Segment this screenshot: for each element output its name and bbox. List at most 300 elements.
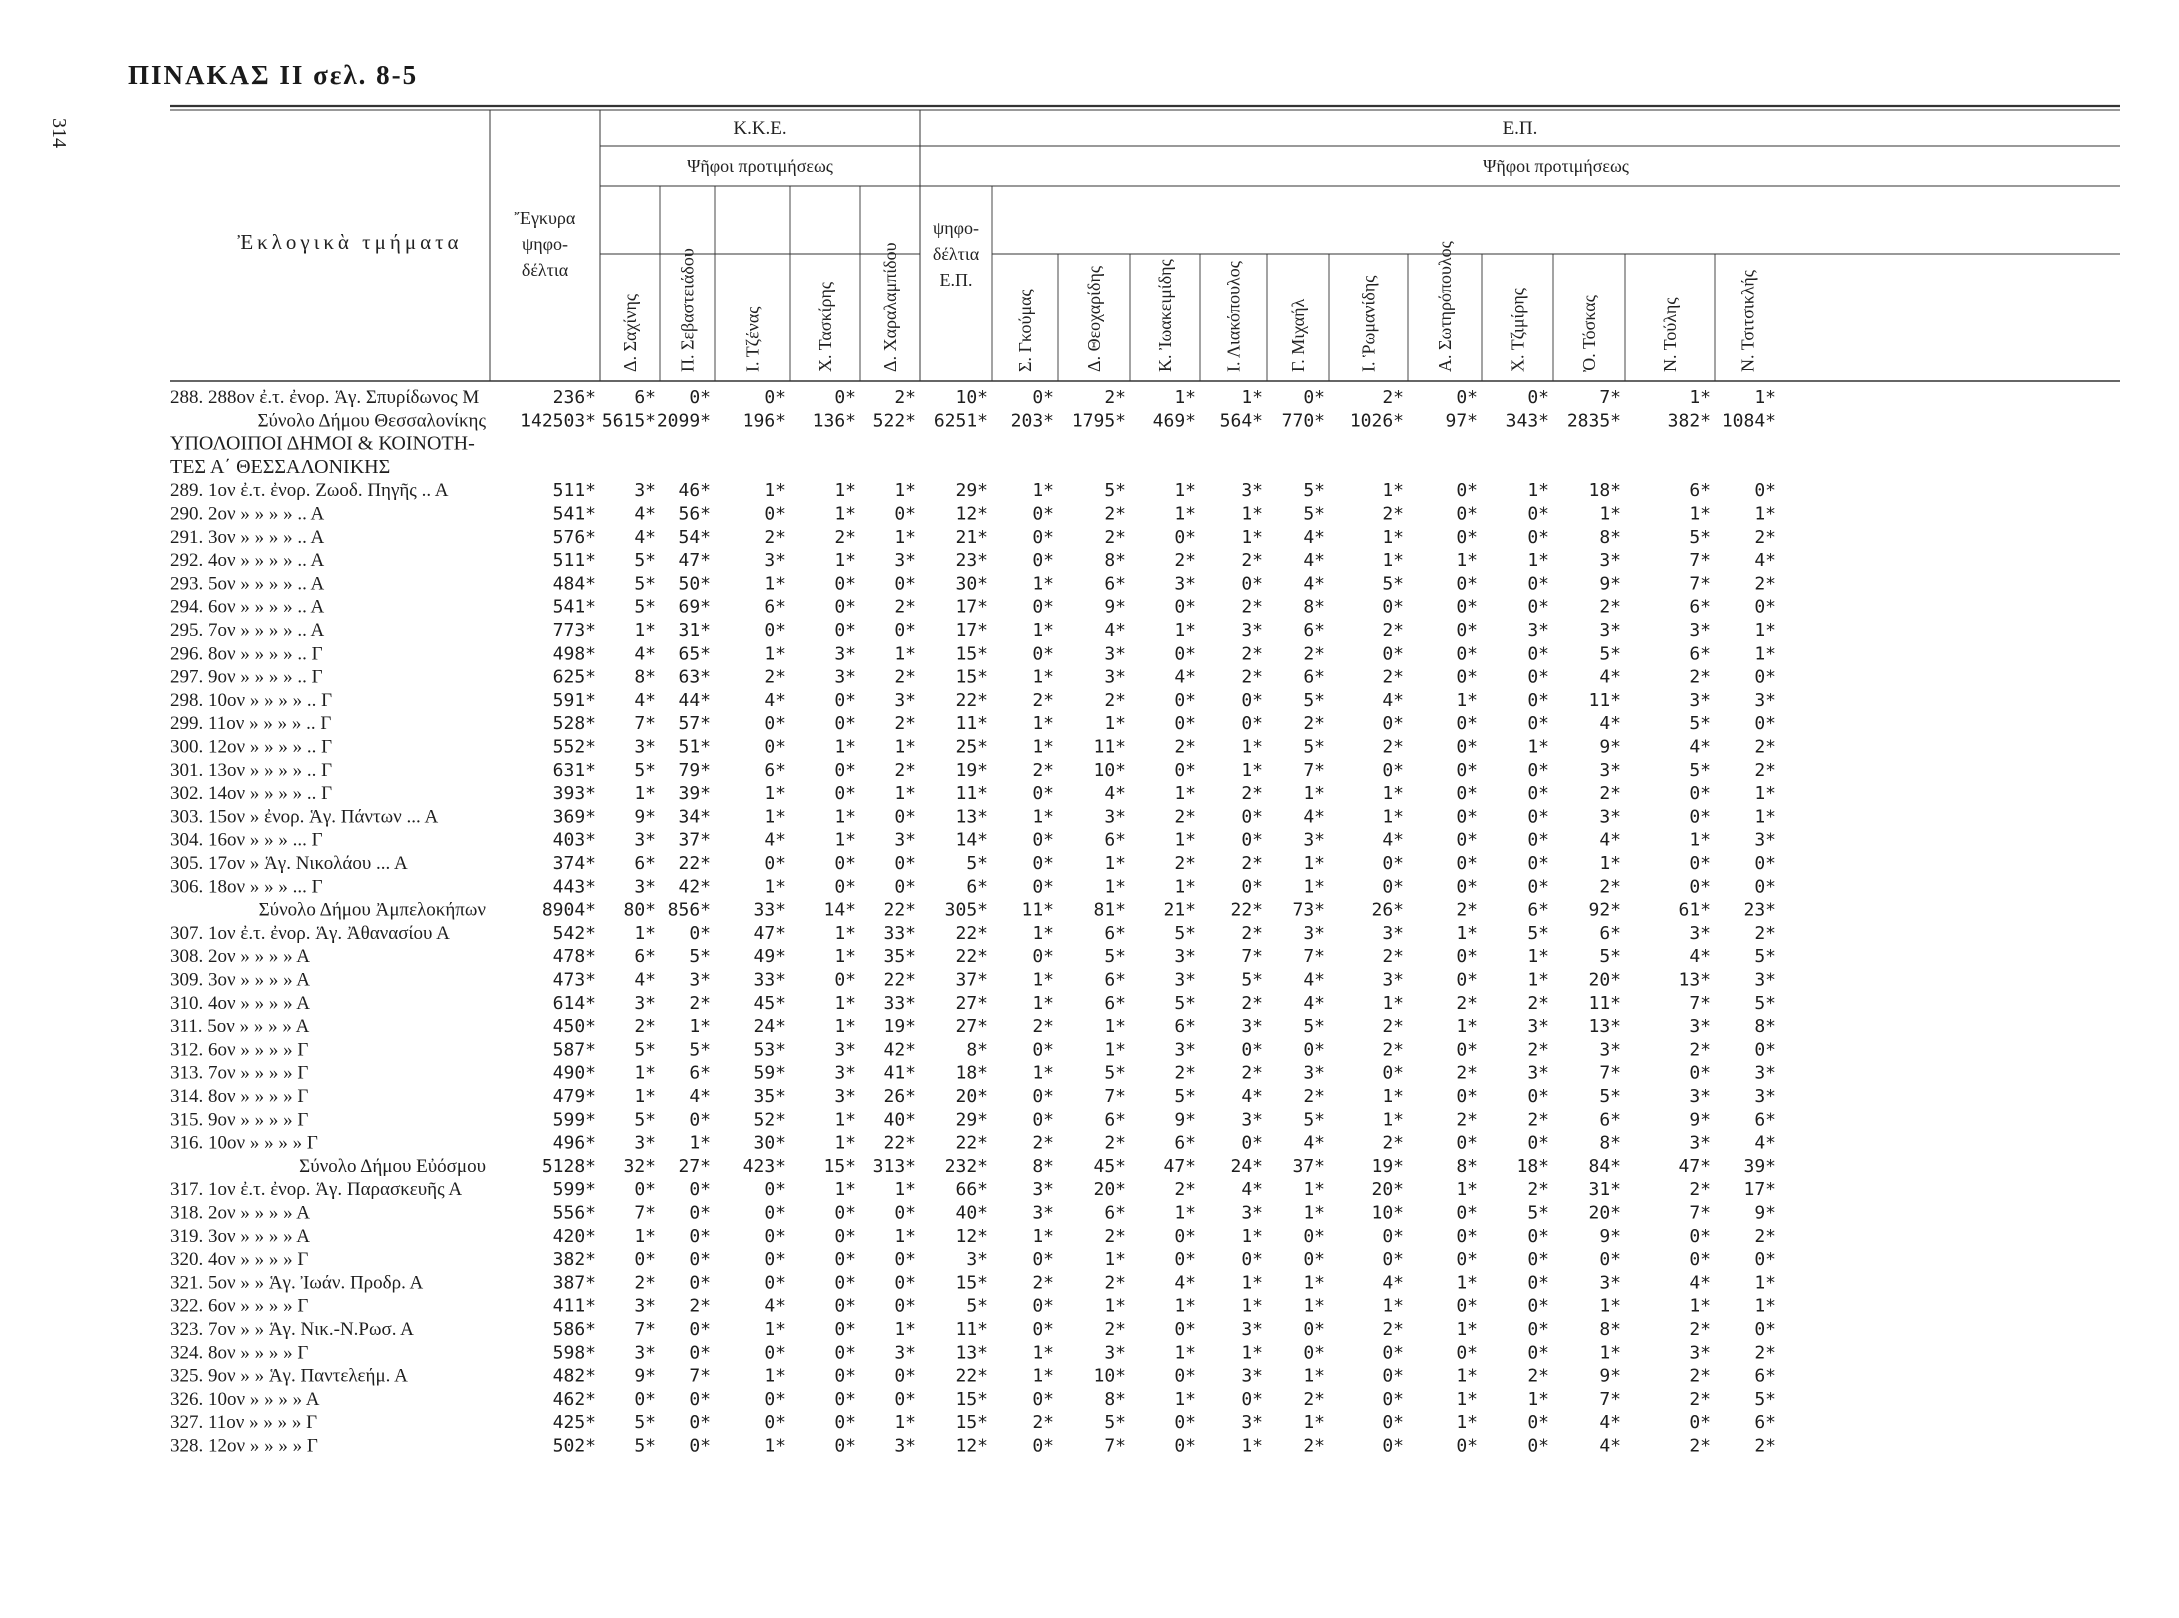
value-cell: 2* — [1689, 1039, 1711, 1061]
value-cell: 65* — [678, 643, 711, 665]
value-cell: 2* — [1303, 1435, 1325, 1457]
value-cell: 2* — [1032, 759, 1054, 781]
value-cell: 0* — [634, 1249, 656, 1271]
value-cell: 9* — [1599, 1225, 1621, 1247]
value-cell: 2* — [1754, 736, 1776, 758]
total-cell: 73* — [1292, 899, 1325, 921]
value-cell: 5* — [1754, 992, 1776, 1014]
value-cell: 22* — [955, 946, 988, 968]
value-cell: 22* — [955, 689, 988, 711]
value-cell: 2* — [1382, 666, 1404, 688]
value-cell: 14* — [955, 829, 988, 851]
value-cell: 22* — [883, 969, 916, 991]
value-cell: 2* — [1104, 1319, 1126, 1340]
value-cell: 19* — [883, 1016, 916, 1038]
value-cell: 0* — [1303, 1039, 1325, 1061]
value-cell: 30* — [955, 573, 988, 595]
value-cell: 0* — [1303, 1225, 1325, 1247]
value-cell: 11* — [1093, 736, 1126, 758]
value-cell: 45* — [753, 992, 786, 1014]
value-cell: 9* — [634, 806, 656, 828]
value-cell: 587* — [552, 1039, 596, 1061]
value-cell: 0* — [1241, 1249, 1263, 1271]
value-cell: 4* — [1599, 713, 1621, 735]
value-cell: 0* — [1382, 1435, 1404, 1457]
value-cell: 0* — [1689, 876, 1711, 898]
value-cell: 0* — [834, 876, 856, 898]
value-cell: 8* — [966, 1039, 988, 1061]
total-cell: 5128* — [541, 1155, 596, 1177]
value-cell: 0* — [1032, 526, 1054, 548]
value-cell: 2* — [1382, 387, 1404, 408]
value-cell: 2* — [1241, 853, 1263, 874]
value-cell: 0* — [834, 1342, 856, 1364]
total-cell: 423* — [742, 1155, 786, 1177]
value-cell: 0* — [1032, 1109, 1054, 1131]
value-cell: 0* — [1527, 526, 1549, 548]
value-cell: 1* — [894, 783, 916, 805]
value-cell: 0* — [1527, 689, 1549, 711]
kke-candidate-header: Δ. Σαχίνης — [620, 294, 640, 372]
value-cell: 1* — [834, 480, 856, 502]
total-cell: 47* — [1163, 1155, 1196, 1177]
value-cell: 8* — [1599, 1132, 1621, 1154]
value-cell: 50* — [678, 573, 711, 595]
value-cell: 0* — [1241, 829, 1263, 851]
value-cell: 1* — [764, 876, 786, 898]
kke-candidate-header: Π. Σεβαστειάδου — [677, 248, 698, 372]
value-cell: 1* — [1032, 736, 1054, 758]
value-cell: 2* — [1241, 992, 1263, 1014]
value-cell: 425* — [552, 1412, 596, 1434]
total-cell: 2835* — [1566, 410, 1621, 432]
value-cell: 2* — [1174, 853, 1196, 874]
value-cell: 4* — [1382, 1272, 1404, 1294]
value-cell: 1* — [1174, 829, 1196, 851]
value-cell: 5* — [1527, 922, 1549, 944]
value-cell: 2* — [1382, 946, 1404, 968]
value-cell: 1* — [1241, 759, 1263, 781]
value-cell: 0* — [764, 1388, 786, 1410]
value-cell: 0* — [1754, 876, 1776, 898]
value-cell: 0* — [689, 1388, 711, 1410]
value-cell: 1* — [1241, 503, 1263, 525]
value-cell: 4* — [1689, 946, 1711, 968]
value-cell: 34* — [678, 806, 711, 828]
value-cell: 0* — [834, 1272, 856, 1294]
total-cell: 196* — [742, 410, 786, 432]
value-cell: 625* — [552, 666, 596, 688]
value-cell: 24* — [753, 1016, 786, 1038]
value-cell: 1* — [1303, 783, 1325, 805]
value-cell: 3* — [834, 643, 856, 665]
value-cell: 11* — [955, 783, 988, 805]
valid-ballots-header: δέλτια — [521, 260, 569, 280]
value-cell: 236* — [552, 387, 596, 408]
value-cell: 1* — [1689, 503, 1711, 525]
value-cell: 4* — [1241, 1086, 1263, 1107]
value-cell: 1* — [1241, 1272, 1263, 1294]
value-cell: 0* — [1754, 713, 1776, 735]
value-cell: 3* — [1104, 1342, 1126, 1364]
total-cell: 45* — [1093, 1155, 1126, 1177]
value-cell: 0* — [1456, 1132, 1478, 1154]
value-cell: 1* — [834, 503, 856, 525]
value-cell: 1* — [1032, 573, 1054, 595]
value-cell: 6* — [1599, 1109, 1621, 1131]
value-cell: 0* — [1754, 853, 1776, 874]
value-cell: 2* — [689, 992, 711, 1014]
value-cell: 7* — [1104, 1435, 1126, 1457]
total-cell: 21* — [1163, 899, 1196, 921]
row-label: 307. 1ον ἐ.τ. ἐνορ. Ἁγ. Ἀθανασίου Α — [170, 922, 450, 944]
value-cell: 591* — [552, 689, 596, 711]
row-label: 304. 16ον » » » ... Γ — [170, 829, 323, 851]
value-cell: 1* — [1104, 1295, 1126, 1317]
value-cell: 0* — [834, 1202, 856, 1224]
value-cell: 2* — [1241, 643, 1263, 665]
value-cell: 1* — [894, 643, 916, 665]
value-cell: 39* — [678, 783, 711, 805]
value-cell: 0* — [1527, 503, 1549, 525]
value-cell: 552* — [552, 736, 596, 758]
value-cell: 1* — [1174, 1388, 1196, 1410]
value-cell: 2* — [1456, 1109, 1478, 1131]
value-cell: 1* — [1754, 503, 1776, 525]
kke-header: Κ.Κ.Ε. — [733, 118, 787, 139]
value-cell: 1* — [1303, 1365, 1325, 1387]
value-cell: 542* — [552, 922, 596, 944]
value-cell: 0* — [1174, 526, 1196, 548]
value-cell: 2* — [1104, 387, 1126, 408]
value-cell: 6* — [1104, 1202, 1126, 1224]
value-cell: 5* — [1174, 1086, 1196, 1107]
total-cell: 343* — [1505, 410, 1549, 432]
value-cell: 20* — [1093, 1179, 1126, 1201]
value-cell: 1* — [764, 1365, 786, 1387]
value-cell: 4* — [1303, 550, 1325, 572]
value-cell: 382* — [552, 1249, 596, 1271]
row-label: 300. 12ον » » » » .. Γ — [170, 736, 333, 758]
value-cell: 11* — [1588, 992, 1621, 1014]
value-cell: 3* — [1382, 969, 1404, 991]
value-cell: 4* — [1599, 1412, 1621, 1434]
value-cell: 1* — [1456, 1179, 1478, 1201]
ep-candidate-header: Σ. Γκούμας — [1015, 289, 1035, 372]
value-cell: 15* — [955, 643, 988, 665]
value-cell: 0* — [1174, 1365, 1196, 1387]
value-cell: 0* — [1382, 1412, 1404, 1434]
value-cell: 3* — [634, 1342, 656, 1364]
value-cell: 1* — [1382, 992, 1404, 1014]
value-cell: 4* — [764, 1295, 786, 1317]
value-cell: 484* — [552, 573, 596, 595]
value-cell: 0* — [1303, 387, 1325, 408]
value-cell: 6* — [1754, 1109, 1776, 1131]
value-cell: 0* — [1174, 1412, 1196, 1434]
value-cell: 2* — [634, 1016, 656, 1038]
value-cell: 0* — [1174, 643, 1196, 665]
value-cell: 3* — [1174, 946, 1196, 968]
value-cell: 1* — [1456, 689, 1478, 711]
total-cell: 24* — [1230, 1155, 1263, 1177]
value-cell: 21* — [955, 526, 988, 548]
value-cell: 2* — [1754, 1225, 1776, 1247]
section-heading: ΥΠΟΛΟΙΠΟΙ ΔΗΜΟΙ & ΚΟΙΝΟΤΗ- — [170, 432, 475, 455]
value-cell: 586* — [552, 1319, 596, 1340]
value-cell: 1* — [634, 922, 656, 944]
value-cell: 2* — [1032, 1412, 1054, 1434]
value-cell: 1* — [1174, 1202, 1196, 1224]
value-cell: 49* — [753, 946, 786, 968]
value-cell: 0* — [834, 713, 856, 735]
kke-candidate-header: Χ. Τασκίρης — [815, 282, 835, 372]
value-cell: 2* — [894, 759, 916, 781]
value-cell: 0* — [1754, 1039, 1776, 1061]
row-label: 314. 8ον » » » » Γ — [170, 1086, 309, 1107]
total-cell: 313* — [872, 1155, 916, 1177]
value-cell: 4* — [634, 503, 656, 525]
value-cell: 6* — [1104, 992, 1126, 1014]
value-cell: 0* — [894, 1365, 916, 1387]
value-cell: 478* — [552, 946, 596, 968]
value-cell: 3* — [1032, 1179, 1054, 1201]
value-cell: 0* — [1241, 573, 1263, 595]
value-cell: 0* — [764, 1202, 786, 1224]
value-cell: 0* — [1456, 480, 1478, 502]
value-cell: 0* — [1456, 1249, 1478, 1271]
value-cell: 0* — [1456, 643, 1478, 665]
value-cell: 3* — [1241, 1412, 1263, 1434]
value-cell: 9* — [1599, 736, 1621, 758]
value-cell: 0* — [1303, 1319, 1325, 1340]
value-cell: 2* — [1174, 1179, 1196, 1201]
value-cell: 7* — [634, 713, 656, 735]
value-cell: 0* — [1527, 876, 1549, 898]
value-cell: 0* — [689, 1319, 711, 1340]
value-cell: 3* — [1241, 1365, 1263, 1387]
value-cell: 2* — [689, 1295, 711, 1317]
value-cell: 0* — [1382, 643, 1404, 665]
value-cell: 0* — [1456, 853, 1478, 874]
value-cell: 0* — [1241, 1039, 1263, 1061]
value-cell: 0* — [1527, 1225, 1549, 1247]
value-cell: 3* — [1689, 922, 1711, 944]
row-label: 306. 18ον » » » ... Γ — [170, 876, 323, 898]
value-cell: 2* — [1754, 1342, 1776, 1364]
value-cell: 1* — [834, 922, 856, 944]
value-cell: 556* — [552, 1202, 596, 1224]
row-label: 320. 4ον » » » » Γ — [170, 1249, 309, 1271]
value-cell: 0* — [894, 503, 916, 525]
value-cell: 1* — [764, 573, 786, 595]
value-cell: 6* — [689, 1062, 711, 1084]
total-cell: 469* — [1152, 410, 1196, 432]
value-cell: 5* — [1382, 573, 1404, 595]
value-cell: 0* — [1241, 806, 1263, 828]
total-cell: 97* — [1445, 410, 1478, 432]
value-cell: 1* — [1754, 620, 1776, 641]
value-cell: 1* — [1032, 620, 1054, 641]
value-cell: 18* — [1588, 480, 1621, 502]
value-cell: 15* — [955, 1272, 988, 1294]
row-label: 310. 4ον » » » » Α — [170, 992, 311, 1014]
value-cell: 7* — [1599, 1062, 1621, 1084]
value-cell: 1* — [1104, 1249, 1126, 1271]
row-label: 328. 12ον » » » » Γ — [170, 1435, 318, 1457]
value-cell: 4* — [1599, 829, 1621, 851]
value-cell: 0* — [1689, 783, 1711, 805]
value-cell: 403* — [552, 829, 596, 851]
value-cell: 614* — [552, 992, 596, 1014]
value-cell: 773* — [552, 620, 596, 641]
value-cell: 11* — [955, 713, 988, 735]
value-cell: 8* — [634, 666, 656, 688]
value-cell: 511* — [552, 550, 596, 572]
value-cell: 1* — [1174, 620, 1196, 641]
row-label: 297. 9ον » » » » .. Γ — [170, 666, 323, 688]
value-cell: 5* — [634, 573, 656, 595]
value-cell: 5* — [966, 853, 988, 874]
value-cell: 31* — [1588, 1179, 1621, 1201]
value-cell: 1* — [1104, 1039, 1126, 1061]
value-cell: 0* — [689, 1109, 711, 1131]
total-row-label: Σύνολο Δήμου Εὐόσμου — [299, 1155, 486, 1177]
value-cell: 0* — [894, 1202, 916, 1224]
value-cell: 7* — [1599, 1388, 1621, 1410]
value-cell: 13* — [1588, 1016, 1621, 1038]
value-cell: 0* — [1032, 550, 1054, 572]
value-cell: 0* — [1382, 853, 1404, 874]
value-cell: 0* — [1527, 759, 1549, 781]
value-cell: 2* — [1689, 1365, 1711, 1387]
value-cell: 2* — [1241, 922, 1263, 944]
value-cell: 2* — [1599, 596, 1621, 618]
value-cell: 576* — [552, 526, 596, 548]
value-cell: 3* — [834, 1039, 856, 1061]
value-cell: 1* — [1241, 387, 1263, 408]
value-cell: 2* — [634, 1272, 656, 1294]
row-label: 315. 9ον » » » » Γ — [170, 1109, 309, 1131]
value-cell: 2* — [1527, 992, 1549, 1014]
value-cell: 15* — [955, 1412, 988, 1434]
value-cell: 2* — [1527, 1179, 1549, 1201]
value-cell: 4* — [1303, 806, 1325, 828]
value-cell: 2* — [1689, 1319, 1711, 1340]
value-cell: 0* — [1689, 806, 1711, 828]
total-cell: 2099* — [656, 410, 711, 432]
kke-candidate-header: Δ. Χαραλαμπίδου — [880, 242, 900, 372]
value-cell: 0* — [1174, 1435, 1196, 1457]
value-cell: 0* — [1241, 713, 1263, 735]
value-cell: 3* — [1104, 666, 1126, 688]
value-cell: 0* — [834, 759, 856, 781]
row-label: 302. 14ον » » » » .. Γ — [170, 783, 333, 805]
value-cell: 0* — [1382, 1249, 1404, 1271]
value-cell: 5* — [1104, 480, 1126, 502]
value-cell: 6* — [1754, 1365, 1776, 1387]
value-cell: 3* — [1241, 620, 1263, 641]
value-cell: 2* — [1104, 1225, 1126, 1247]
value-cell: 1* — [894, 1412, 916, 1434]
value-cell: 0* — [1241, 1132, 1263, 1154]
value-cell: 44* — [678, 689, 711, 711]
value-cell: 9* — [634, 1365, 656, 1387]
valid-ballots-header: ψηφο- — [521, 234, 569, 254]
value-cell: 0* — [634, 1179, 656, 1201]
value-cell: 0* — [1032, 1388, 1054, 1410]
value-cell: 1* — [1303, 1202, 1325, 1224]
value-cell: 4* — [1754, 550, 1776, 572]
value-cell: 19* — [955, 759, 988, 781]
value-cell: 5* — [1754, 1388, 1776, 1410]
value-cell: 1* — [1599, 1295, 1621, 1317]
value-cell: 15* — [955, 666, 988, 688]
row-label: 318. 2ον » » » » Α — [170, 1202, 311, 1224]
value-cell: 0* — [1599, 1249, 1621, 1271]
total-cell: 22* — [883, 899, 916, 921]
value-cell: 3* — [1241, 480, 1263, 502]
total-cell: 15* — [823, 1155, 856, 1177]
value-cell: 6* — [764, 759, 786, 781]
value-cell: 1* — [1527, 480, 1549, 502]
value-cell: 1* — [634, 1062, 656, 1084]
value-cell: 411* — [552, 1295, 596, 1317]
value-cell: 10* — [955, 387, 988, 408]
value-cell: 0* — [1456, 713, 1478, 735]
value-cell: 0* — [894, 853, 916, 874]
value-cell: 7* — [689, 1365, 711, 1387]
total-cell: 382* — [1667, 410, 1711, 432]
ep-candidate-header: Δ. Θεοχαρίδης — [1084, 265, 1104, 372]
value-cell: 3* — [1599, 759, 1621, 781]
value-cell: 8* — [1599, 526, 1621, 548]
value-cell: 0* — [689, 1412, 711, 1434]
value-cell: 5* — [634, 759, 656, 781]
value-cell: 2* — [1382, 1039, 1404, 1061]
ep-candidate-header: Ι. Λιακόπουλος — [1223, 261, 1244, 372]
value-cell: 5* — [634, 550, 656, 572]
value-cell: 2* — [1104, 1272, 1126, 1294]
value-cell: 1* — [1689, 1295, 1711, 1317]
value-cell: 27* — [955, 1016, 988, 1038]
value-cell: 22* — [955, 1132, 988, 1154]
value-cell: 33* — [883, 922, 916, 944]
value-cell: 3* — [894, 1435, 916, 1457]
row-label: 298. 10ον » » » » .. Γ — [170, 689, 333, 711]
value-cell: 599* — [552, 1179, 596, 1201]
value-cell: 2* — [1599, 876, 1621, 898]
value-cell: 1* — [1527, 736, 1549, 758]
row-label: 321. 5ον » » Ἁγ. Ἰωάν. Προδρ. Α — [170, 1272, 424, 1294]
value-cell: 0* — [1032, 503, 1054, 525]
value-cell: 2* — [1689, 1435, 1711, 1457]
value-cell: 5* — [1104, 1062, 1126, 1084]
value-cell: 496* — [552, 1132, 596, 1154]
value-cell: 0* — [1456, 969, 1478, 991]
total-cell: 8904* — [541, 899, 596, 921]
value-cell: 0* — [1456, 1039, 1478, 1061]
value-cell: 0* — [1527, 1086, 1549, 1107]
value-cell: 8* — [1104, 1388, 1126, 1410]
value-cell: 3* — [1104, 806, 1126, 828]
value-cell: 0* — [1754, 666, 1776, 688]
ep-candidate-header: Ι. Ῥωμανίδης — [1358, 275, 1379, 372]
total-cell: 6251* — [933, 410, 988, 432]
value-cell: 9* — [1599, 573, 1621, 595]
value-cell: 0* — [1174, 713, 1196, 735]
value-cell: 4* — [1689, 736, 1711, 758]
